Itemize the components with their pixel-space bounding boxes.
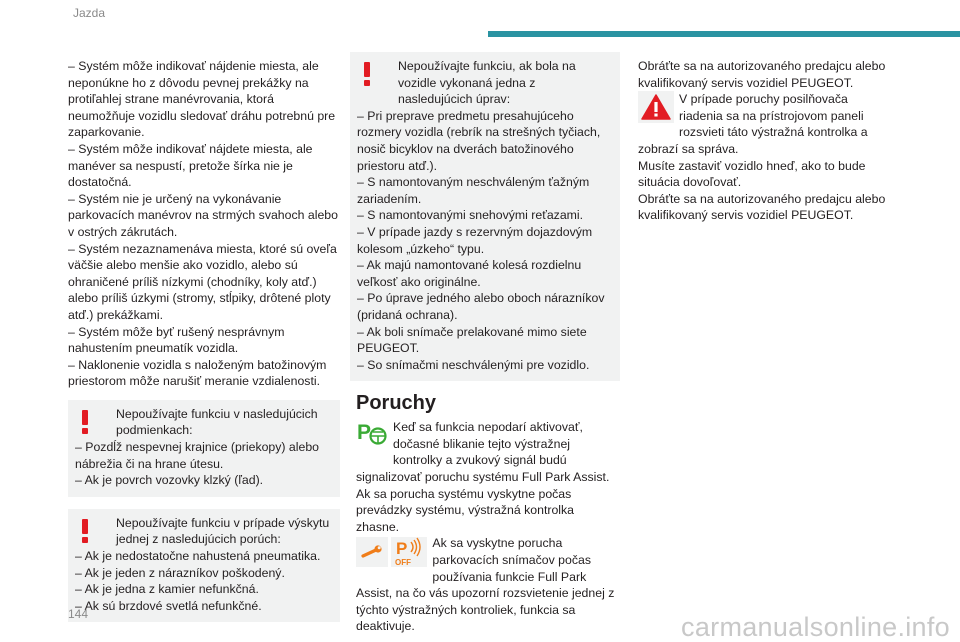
paragraph: – Systém môže byť rušený nesprávnym nahustením pneumatík vozidla. (68, 324, 285, 356)
warning-item: – V prípade jazdy s rezervným dojazdovým kolesom „úzkeho“ typu. (357, 224, 593, 256)
warning-item: – Ak je jeden z nárazníkov poškodený. (75, 565, 285, 580)
warning-item: – Ak je nedostatočne nahustená pneumatika. (75, 549, 321, 564)
column-3 (638, 58, 894, 224)
sensor-off-icon (391, 537, 427, 567)
fault-lamps-group (356, 537, 427, 572)
warning-box (68, 509, 340, 623)
paragraph: P Keď sa funkcia nepodarí aktivovať, dočasné blikanie tejto výstražnej kontrolky a zvukový signál budú signalizovať poruchu systému Full Park Assist. (356, 420, 610, 485)
warning-box (350, 52, 620, 381)
steering-fault-warning-icon (638, 91, 674, 128)
paragraph: Ak sa porucha systému vyskytne počas prevádzky systému, výstražná kontrolka zhasne. (356, 486, 575, 534)
section-title: Jazda (73, 6, 106, 20)
paragraph: V prípade poruchy posilňovača riadenia sa na prístrojovom paneli rozsvieti táto výstražná kontrolka a zobrazí sa správa. (638, 92, 868, 156)
warning-item: – Ak je povrch vozovky klzký (ľad). (75, 473, 264, 488)
warning-item: – Po úprave jedného alebo oboch nárazníkov (pridaná ochrana). (357, 291, 605, 322)
page-number: 144 (68, 607, 89, 621)
paragraph: – Systém nezaznamenáva miesta, ktoré sú oveľa väčšie alebo menšie ako vozidlo, alebo sú ohraničené príliš nízkymi (chodníky, koly atď.) alebo príliš úzkymi (stromy, stĺpiky, drôtené ploty atď.) prekážkami. (68, 241, 337, 322)
warning-icon (79, 410, 91, 434)
warning-icon (361, 62, 373, 86)
warning-item: – Ak je jedna z kamier nefunkčná. (75, 582, 259, 597)
warning-box (68, 400, 340, 497)
warning-heading: Nepoužívajte funkciu v prípade výskytu jednej z nasledujúcich porúch: (116, 515, 330, 547)
section-heading: Poruchy (356, 392, 437, 415)
column-2 (350, 52, 620, 635)
warning-item: – S namontovaným neschváleným ťažným zariadením. (357, 175, 590, 206)
warning-item: – Ak sú brzdové svetlá nefunkčné. (75, 598, 262, 613)
warning-item: – Pri preprave predmetu presahujúceho rozmery vozidla (rebrík na strešných tyčiach, nosič bicyklov na dverách batožinového priestoru atď.). (357, 108, 601, 173)
paragraph: Obráťte sa na autorizovaného predajcu alebo kvalifikovaný servis vozidiel PEUGEOT. (638, 59, 886, 90)
park-assist-warning-lamp-icon (356, 419, 388, 452)
paragraph: – Naklonenie vozidla s naloženým batožinovým priestorom môže narušiť meranie vzdialenosti. (68, 357, 327, 389)
watermark: carmanualsonline.info (681, 612, 950, 642)
warning-item: – Pozdĺž nespevnej krajnice (priekopy) alebo nábrežia či na hrane útesu. (75, 440, 320, 471)
warning-icon (79, 519, 91, 543)
warning-item: – So snímačmi neschválenými pre vozidlo. (357, 357, 590, 372)
svg-text:OFF: OFF (395, 558, 412, 568)
svg-text:P: P (357, 421, 372, 445)
warning-heading: Nepoužívajte funkciu, ak bola na vozidle vykonaná jedna z nasledujúcich úprav: (398, 59, 576, 107)
paragraph: – Systém nie je určený na vykonávanie parkovacích manévrov na strmých svahoch alebo v ostrých zákrutách. (68, 191, 338, 239)
warning-heading: Nepoužívajte funkciu v nasledujúcich podmienkach: (116, 406, 318, 438)
paragraph: Musíte zastaviť vozidlo hneď, ako to bude situácia dovoľovať. (638, 158, 866, 190)
header-accent-bar (488, 31, 960, 37)
paragraph: P OFF Ak sa vyskytne porucha parkovacích snímačov počas používania funkcie Full Park Assist, na čo vás upozorní rozsvietenie jednej z týchto výstražných kontroliek, funkcia sa deaktivuje. (356, 536, 615, 634)
warning-item: – Ak boli snímače prelakované mimo siete PEUGEOT. (357, 324, 587, 356)
paragraph: – Systém môže indikovať nájdenie miesta, ale neponúkne ho z dôvodu pevnej prekážky na protiľahlej strane manévrovania, ktorá neumožňuje vozidlu sledovať dráhu potrebnú pre zaparkovanie. (68, 59, 336, 140)
svg-text:P: P (396, 539, 408, 559)
wrench-icon (356, 537, 388, 567)
warning-item: – S namontovanými snehovými reťazami. (357, 208, 584, 223)
warning-item: – Ak majú namontované kolesá rozdielnu veľkosť ako originálne. (357, 258, 582, 289)
paragraph: Obráťte sa na autorizovaného predajcu alebo kvalifikovaný servis vozidiel PEUGEOT. (638, 191, 886, 223)
faults-section (350, 391, 620, 635)
paragraph: – Systém môže indikovať nájdete miesta, ale manéver sa nespustí, pretože šírka nie je dostatočná. (68, 141, 313, 190)
column-1 (68, 58, 340, 622)
